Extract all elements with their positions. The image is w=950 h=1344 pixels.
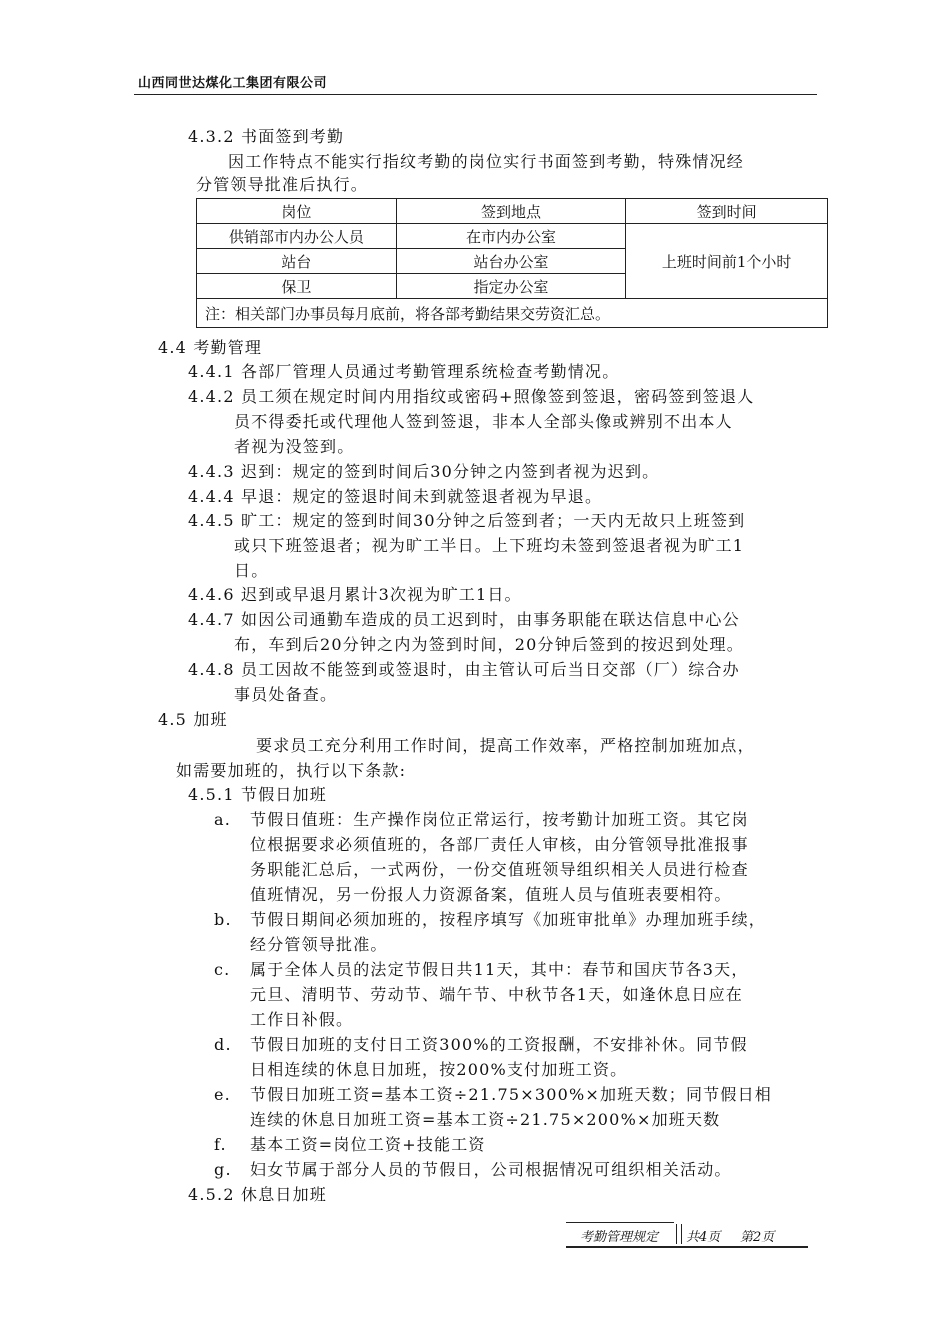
sign-in-table: [196, 198, 828, 328]
item-g-line: 妇女节属于部分人员的节假日，公司根据情况可组织相关活动。: [250, 1160, 732, 1179]
item-e-line: 连续的休息日加班工资=基本工资÷21.75×200%×加班天数: [250, 1110, 721, 1129]
clause-4-4-1: 4.4.1 各部厂管理人员通过考勤管理系统检查考勤情况。: [188, 362, 620, 381]
item-d-line: 节假日加班的支付日工资300%的工资报酬，不安排补休。同节假: [250, 1035, 748, 1054]
clause-4-4-3: 4.4.3 迟到：规定的签到时间后30分钟之内签到者视为迟到。: [188, 462, 660, 481]
item-d-line: 日相连续的休息日加班，按200%支付加班工资。: [250, 1060, 628, 1079]
footer-separator: [676, 1224, 682, 1244]
table-cell: 站台: [197, 249, 397, 274]
footer-doc-title: 考勤管理规定: [580, 1230, 659, 1245]
paragraph-line: 因工作特点不能实行指纹考勤的岗位实行书面签到考勤，特殊情况经: [228, 152, 745, 171]
section-4-5-title: 4.5 加班: [158, 710, 228, 729]
item-c-line: 元旦、清明节、劳动节、端午节、中秋节各1天，如逢休息日应在: [250, 985, 743, 1004]
table-cell: 站台办公室: [396, 249, 626, 274]
section-4-5-2-title: 4.5.2 休息日加班: [188, 1185, 327, 1204]
table-cell: 指定办公室: [396, 274, 626, 299]
footer-rule: [566, 1246, 808, 1248]
clause-4-4-5: 4.4.5 旷工：规定的签到时间30分钟之后签到者；一天内无故只上班签到: [188, 511, 746, 530]
item-label: c.: [214, 960, 231, 979]
item-label: f.: [214, 1135, 227, 1154]
clause-4-4-7-cont: 布，车到后20分钟之内为签到时间，20分钟后签到的按迟到处理。: [234, 635, 744, 654]
item-a-line: 务职能汇总后，一式两份，一份交值班领导组织相关人员进行检查: [250, 860, 749, 879]
clause-4-4-5-cont: 或只下班签退者；视为旷工半日。上下班均未签到签退者视为旷工1: [234, 536, 745, 555]
item-f-line: 基本工资=岗位工资+技能工资: [250, 1135, 486, 1154]
section-4-4-title: 4.4 考勤管理: [158, 338, 263, 357]
table-header-cell: 签到地点: [396, 199, 626, 224]
clause-4-4-6: 4.4.6 迟到或早退月累计3次视为旷工1日。: [188, 585, 522, 604]
item-label: a.: [214, 810, 232, 829]
table-cell: 在市内办公室: [396, 224, 626, 249]
paragraph-line: 如需要加班的，执行以下条款:: [176, 761, 407, 780]
item-b-line: 经分管领导批准。: [250, 935, 388, 954]
section-4-3-2-title: 4.3.2 书面签到考勤: [188, 127, 345, 146]
footer-page-number: 第2页: [740, 1230, 775, 1245]
item-c-line: 属于全体人员的法定节假日共11天，其中：春节和国庆节各3天，: [250, 960, 749, 979]
item-e-line: 节假日加班工资=基本工资÷21.75×300%×加班天数；同节假日相: [250, 1085, 772, 1104]
table-note-row: [197, 299, 828, 328]
clause-4-4-8: 4.4.8 员工因故不能签到或签退时，由主管认可后当日交部（厂）综合办: [188, 660, 740, 679]
table-row: [197, 224, 828, 249]
table-header-row: [197, 199, 828, 224]
header-rule: [134, 94, 817, 95]
table-cell-merged-time: 上班时间前1个小时: [626, 224, 828, 299]
paragraph-line: 要求员工充分利用工作时间，提高工作效率，严格控制加班加点，: [256, 736, 755, 755]
clause-4-4-2: 4.4.2 员工须在规定时间内用指纹或密码+照像签到签退，密码签到签退人: [188, 387, 755, 406]
item-label: g.: [214, 1160, 232, 1179]
table-header-cell: 签到时间: [626, 199, 828, 224]
table-cell: 供销部市内办公人员: [197, 224, 397, 249]
clause-4-4-8-cont: 事员处备查。: [234, 685, 338, 704]
footer-rule: [566, 1222, 674, 1223]
clause-4-4-7: 4.4.7 如因公司通勤车造成的员工迟到时，由事务职能在联达信息中心公: [188, 610, 740, 629]
table-note: 注：相关部门办事员每月底前，将各部考勤结果交劳资汇总。: [197, 299, 828, 328]
item-a-line: 节假日值班：生产操作岗位正常运行，按考勤计加班工资。其它岗: [250, 810, 749, 829]
item-a-line: 值班情况，另一份报人力资源备案，值班人员与值班表要相符。: [250, 885, 732, 904]
item-a-line: 位根据要求必须值班的，各部厂责任人审核，由分管领导批准报事: [250, 835, 749, 854]
clause-4-4-5-cont: 日。: [234, 561, 269, 580]
item-c-line: 工作日补假。: [250, 1010, 354, 1029]
footer-total-pages: 共4页: [686, 1230, 721, 1245]
item-label: d.: [214, 1035, 232, 1054]
company-header: 山西同世达煤化工集团有限公司: [138, 76, 328, 91]
clause-4-4-4: 4.4.4 早退：规定的签退时间未到就签退者视为早退。: [188, 487, 603, 506]
section-4-5-1-title: 4.5.1 节假日加班: [188, 785, 327, 804]
table-header-cell: 岗位: [197, 199, 397, 224]
table-cell: 保卫: [197, 274, 397, 299]
clause-4-4-2-cont: 员不得委托或代理他人签到签退，非本人全部头像或辨别不出本人: [234, 412, 733, 431]
clause-4-4-2-cont: 者视为没签到。: [234, 437, 355, 456]
item-b-line: 节假日期间必须加班的，按程序填写《加班审批单》办理加班手续，: [250, 910, 767, 929]
item-label: b.: [214, 910, 232, 929]
paragraph-line: 分管领导批准后执行。: [196, 175, 369, 194]
item-label: e.: [214, 1085, 231, 1104]
